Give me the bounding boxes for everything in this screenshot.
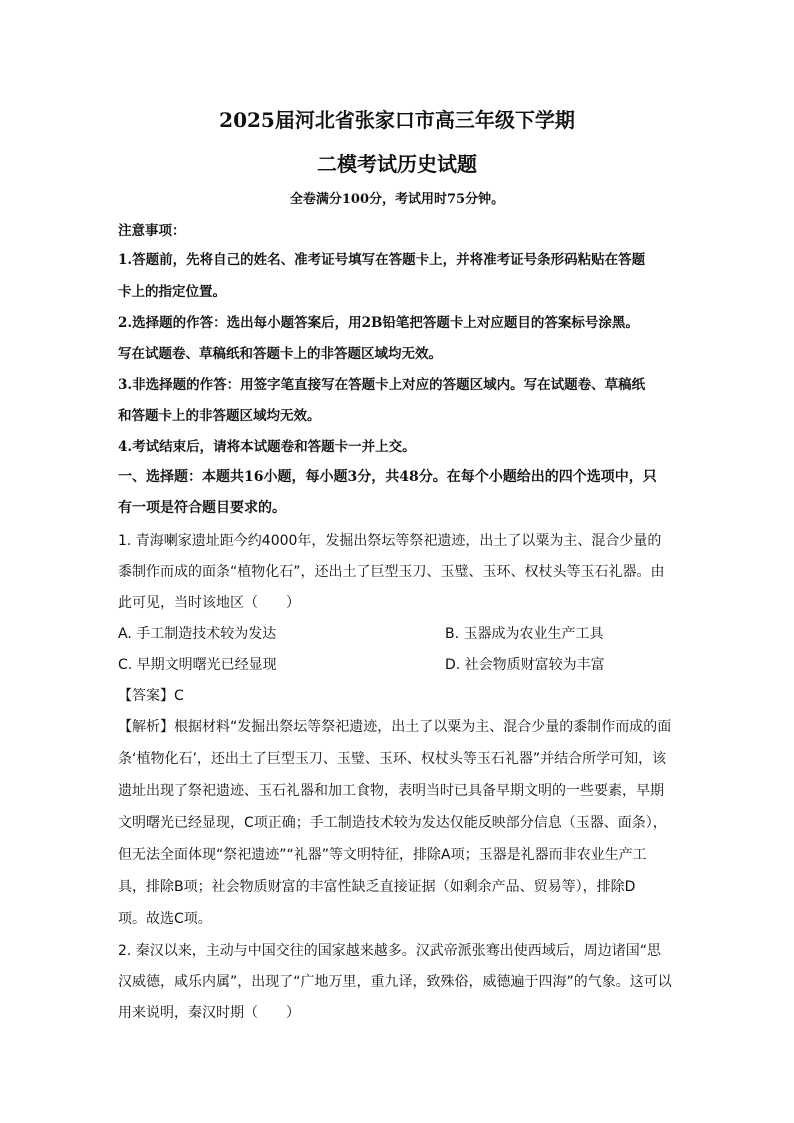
question-2-stem: 汉威德，咸乐内属”，出现了“广地万里，重九译，致殊俗，威德遍于四海”的气象。这可以 (118, 974, 672, 990)
question-1-analysis: 项。故选C项。 (118, 911, 212, 927)
question-1-analysis: 遗址出现了祭祀遗迹、玉石礼器和加工食物，表明当时已具备早期文明的一些要素，早期 (118, 783, 664, 799)
page-title: 2025届河北省张家口市高三年级下学期 (219, 108, 575, 132)
question-1-stem: 此可见，当时该地区（ ） (118, 595, 300, 611)
question-1-option-a: A. 手工制造技术较为发达 (118, 626, 277, 642)
section-heading: 一、选择题：本题共16小题，每小题3分，共48分。在每个小题给出的四个选项中，只 (118, 469, 657, 485)
question-1-analysis: 【解析】根据材料“发掘出祭坛等祭祀遗迹，出土了以粟为主、混合少量的黍制作而成的面 (118, 719, 672, 735)
question-1-stem: 黍制作而成的面条“植物化石”，还出土了巨型玉刀、玉璧、玉环、权杖头等玉石礼器。由 (118, 564, 665, 580)
question-1-answer: 【答案】C (118, 688, 184, 704)
notice-line: 2.选择题的作答：选出每小题答案后，用2B铅笔把答题卡上对应题目的答案标号涂黑。 (118, 315, 639, 331)
page-subtitle: 二模考试历史试题 (317, 152, 477, 176)
question-1-option-b: B. 玉器成为农业生产工具 (445, 626, 604, 642)
notice-line: 4.考试结束后，请将本试题卷和答题卡一并上交。 (118, 439, 416, 455)
question-1-analysis: 具，排除B项；社会物质财富的丰富性缺乏直接证据（如剩余产品、贸易等），排除D (118, 879, 636, 895)
notice-line: 写在试题卷、草稿纸和答题卡上的非答题区域均无效。 (118, 346, 442, 362)
notice-line: 和答题卡上的非答题区域均无效。 (118, 408, 321, 424)
notice-line: 1.答题前，先将自己的姓名、准考证号填写在答题卡上，并将准考证号条形码粘贴在答题 (118, 252, 646, 268)
question-1-option-d: D. 社会物质财富较为丰富 (445, 657, 605, 673)
question-1-stem: 1. 青海喇家遗址距今约4000年，发掘出祭坛等祭祀遗迹，出土了以粟为主、混合少量的 (118, 533, 662, 549)
notice-line: 卡上的指定位置。 (118, 284, 226, 300)
question-2-stem: 2. 秦汉以来，主动与中国交往的国家越来越多。汉武帝派张骞出使西域后，周边诸国“思 (118, 943, 662, 959)
question-1-analysis: 条‘植物化石’，还出土了巨型玉刀、玉璧、玉环、权杖头等玉石礼器”并结合所学可知，该 (118, 751, 667, 767)
question-1-analysis: 但无法全面体现“祭祀遗迹”“礼器”等文明特征，排除A项；玉器是礼器而非农业生产工 (118, 847, 647, 863)
notice-line: 3.非选择题的作答：用签字笔直接写在答题卡上对应的答题区域内。写在试题卷、草稿纸 (118, 377, 646, 393)
question-1-option-c: C. 早期文明曙光已经显现 (118, 657, 277, 673)
exam-info: 全卷满分100分，考试用时75分钟。 (289, 192, 505, 207)
question-2-stem: 用来说明，秦汉时期（ ） (118, 1005, 300, 1021)
section-heading: 有一项是符合题目要求的。 (118, 500, 286, 516)
question-1-analysis: 文明曙光已经显现，C项正确；手工制造技术较为发达仅能反映部分信息（玉器、面条）， (118, 815, 667, 831)
notice-heading: 注意事项： (118, 223, 186, 239)
